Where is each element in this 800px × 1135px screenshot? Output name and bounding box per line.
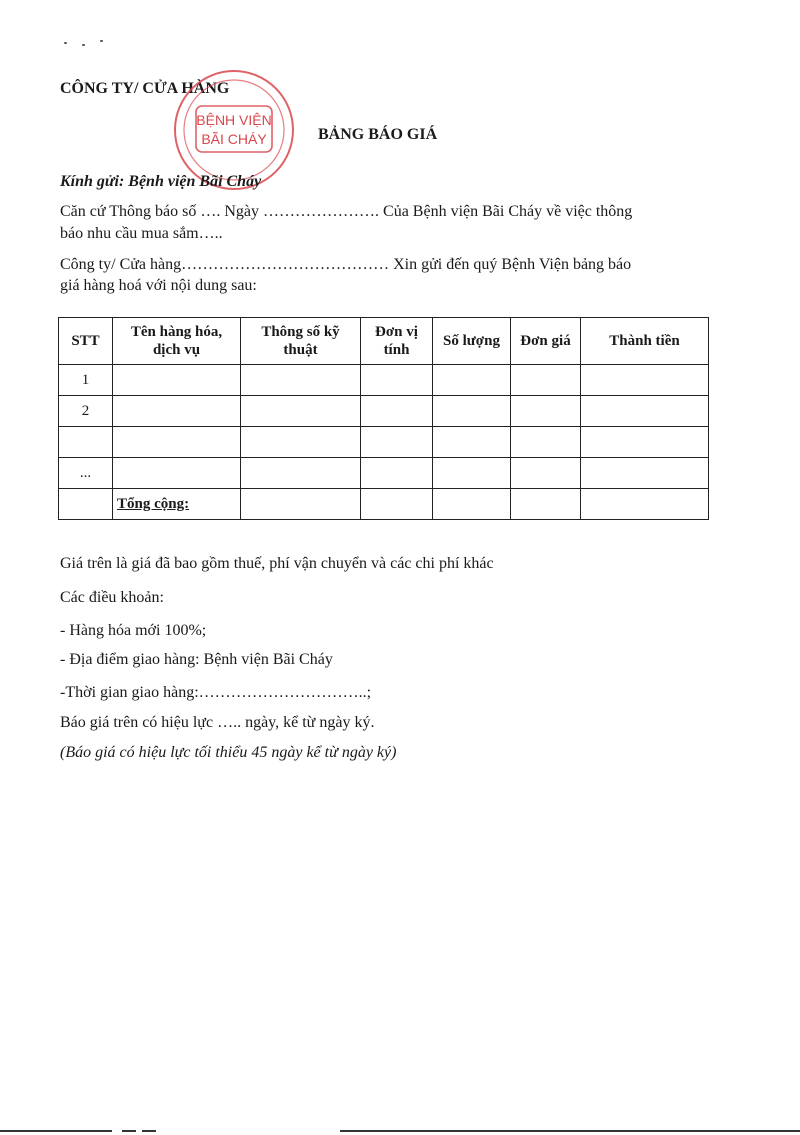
term-new-goods: - Hàng hóa mới 100%; bbox=[60, 622, 207, 639]
header-unit: Đơn vị tính bbox=[361, 318, 433, 365]
para2-line2: giá hàng hoá với nội dung sau: bbox=[60, 277, 257, 294]
table-total-row bbox=[59, 489, 709, 520]
cell-unit-price bbox=[511, 458, 581, 489]
document-title: BẢNG BÁO GIÁ bbox=[318, 126, 438, 143]
header-item-name: Tên hàng hóa, dịch vụ bbox=[113, 318, 241, 365]
total-stt-cell bbox=[59, 489, 113, 520]
stamp-line2: BÃI CHÁY bbox=[201, 131, 267, 147]
cell-spec bbox=[241, 458, 361, 489]
header-amount: Thành tiền bbox=[581, 318, 709, 365]
cell-item-name bbox=[113, 458, 241, 489]
table-header-row bbox=[59, 318, 709, 365]
validity-note: (Báo giá có hiệu lực tối thiểu 45 ngày kể từ ngày ký) bbox=[60, 744, 397, 761]
scan-edge-line bbox=[142, 1130, 156, 1132]
header-quantity: Số lượng bbox=[433, 318, 511, 365]
para2-line1: Công ty/ Cửa hàng………………………………… Xin gửi đến quý Bệnh Viện bảng báo bbox=[60, 256, 632, 273]
cell-amount bbox=[581, 365, 709, 396]
cell-amount bbox=[581, 458, 709, 489]
cell-unit-price bbox=[511, 427, 581, 458]
row-stt: ... bbox=[59, 458, 113, 489]
table-row bbox=[59, 396, 709, 427]
cell-unit-price bbox=[511, 365, 581, 396]
row-stt: 2 bbox=[59, 396, 113, 427]
quote-table bbox=[58, 317, 709, 520]
scan-speck bbox=[100, 40, 103, 42]
cell-quantity bbox=[433, 396, 511, 427]
term-delivery-location: - Địa điểm giao hàng: Bệnh viện Bãi Cháy bbox=[60, 651, 333, 668]
cell-amount bbox=[581, 396, 709, 427]
scan-edge-line bbox=[122, 1130, 136, 1132]
terms-heading: Các điều khoản: bbox=[60, 589, 164, 606]
header-spec: Thông số kỹ thuật bbox=[241, 318, 361, 365]
cell-item-name bbox=[113, 427, 241, 458]
cell-quantity bbox=[433, 489, 511, 520]
scan-edge-line bbox=[340, 1130, 800, 1132]
cell-unit bbox=[361, 396, 433, 427]
scan-edge-line bbox=[0, 1130, 112, 1132]
table-row bbox=[59, 458, 709, 489]
table-row bbox=[59, 365, 709, 396]
cell-amount bbox=[581, 489, 709, 520]
validity-statement: Báo giá trên có hiệu lực ….. ngày, kể từ ngày ký. bbox=[60, 714, 375, 731]
cell-spec bbox=[241, 489, 361, 520]
cell-spec bbox=[241, 427, 361, 458]
cell-spec bbox=[241, 365, 361, 396]
cell-quantity bbox=[433, 427, 511, 458]
cell-unit bbox=[361, 489, 433, 520]
row-stt: 1 bbox=[59, 365, 113, 396]
company-heading: CÔNG TY/ CỬA HÀNG bbox=[60, 80, 230, 97]
scan-speck bbox=[82, 44, 85, 46]
cell-quantity bbox=[433, 458, 511, 489]
table-row bbox=[59, 427, 709, 458]
header-unit-price: Đơn giá bbox=[511, 318, 581, 365]
cell-unit bbox=[361, 365, 433, 396]
cell-unit bbox=[361, 458, 433, 489]
cell-spec bbox=[241, 396, 361, 427]
cell-amount bbox=[581, 427, 709, 458]
para1-line2: báo nhu cầu mua sắm….. bbox=[60, 225, 223, 242]
cell-quantity bbox=[433, 365, 511, 396]
term-delivery-time: -Thời gian giao hàng:…………………………..; bbox=[60, 684, 372, 701]
stamp-line1: BỆNH VIỆN bbox=[196, 112, 272, 128]
cell-unit-price bbox=[511, 489, 581, 520]
cell-item-name bbox=[113, 396, 241, 427]
price-note: Giá trên là giá đã bao gồm thuế, phí vận chuyển và các chi phí khác bbox=[60, 555, 494, 572]
greeting: Kính gửi: Bệnh viện Bãi Cháy bbox=[60, 173, 262, 190]
cell-unit-price bbox=[511, 396, 581, 427]
total-label: Tổng cộng: bbox=[113, 489, 241, 520]
cell-item-name bbox=[113, 365, 241, 396]
para1-line1: Căn cứ Thông báo số …. Ngày …………………. Của Bệnh viện Bãi Cháy về việc thông bbox=[60, 203, 633, 220]
cell-unit bbox=[361, 427, 433, 458]
header-stt: STT bbox=[59, 318, 113, 365]
scan-speck bbox=[64, 42, 67, 44]
row-stt bbox=[59, 427, 113, 458]
